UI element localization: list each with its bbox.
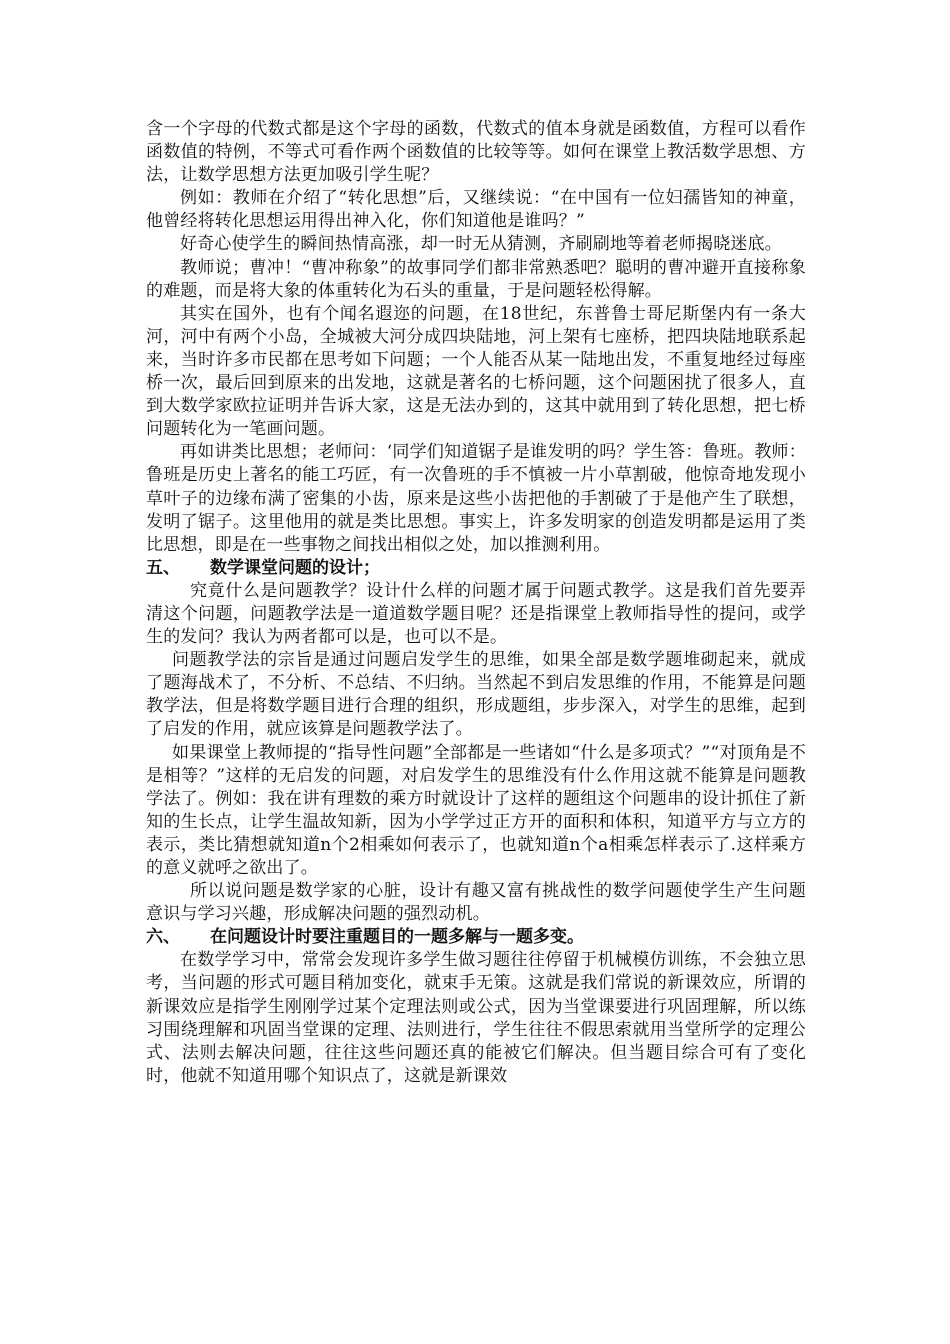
section-title: 数学课堂问题的设计； xyxy=(210,557,380,578)
section-title: 在问题设计时要注重题目的一题多解与一题多变。 xyxy=(210,927,584,948)
paragraph: 好奇心使学生的瞬间热情高涨，却一时无从猜测，齐刷刷地等着老师揭晓迷底。 xyxy=(180,234,782,255)
section-number: 五、 xyxy=(146,557,180,578)
document-body xyxy=(146,118,806,1088)
paragraph: 如果课堂上教师提的“指导性问题”全部都是一些诸如“什么是多项式？”“对顶角是不是相等？”这样的无启发的问题，对启发学生的思维没有什么作用这就不能算是问题教学法了。例如：我在讲有理数的乘方时就设计了这样的题组这个问题串的设计抓住了新知的生长点，让学生温故知新，因为小学学过正方开的面积和体积，知道平方与立方的表示，类比猜想就知道n个2相乘如何表示了，也就知道n个a相乘怎样表示了.这样乘方的意义就呼之欲出了。 xyxy=(146,742,806,878)
paragraph: 究竟什么是问题教学？设计什么样的问题才属于问题式教学。这是我们首先要弄清这个问题，问题教学法是一道道数学题目呢？还是指课堂上教师指导性的提问，或学生的发问？我认为两者都可以是，也可以不是。 xyxy=(146,580,806,648)
section-heading-5 xyxy=(146,557,806,580)
paragraph: 再如讲类比思想；老师问：‘同学们知道锯子是谁发明的吗？学生答：鲁班。教师：鲁班是历史上著名的能工巧匠，有一次鲁班的手不慎被一片小草割破，他惊奇地发现小草叶子的边缘布满了密集的小齿，原来是这些小齿把他的手割破了于是他产生了联想，发明了锯子。这里他用的就是类比思想。事实上，许多发明家的创造发明都是运用了类比思想，即是在一些事物之间找出相似之处，加以推测利用。 xyxy=(146,442,806,555)
section-heading-6 xyxy=(146,926,806,949)
paragraph: 例如：教师在介绍了“转化思想”后，又继续说：“在中国有一位妇孺皆知的神童，他曾经将转化思想运用得出神入化，你们知道他是谁吗？” xyxy=(146,188,806,232)
paragraph: 在数学学习中，常常会发现许多学生做习题往往停留于机械模仿训练，不会独立思考，当问题的形式可题目稍加变化，就束手无策。这就是我们常说的新课效应，所谓的新课效应是指学生刚刚学过某个定理法则或公式，因为当堂课要进行巩固理解，所以练习围绕理解和巩固当堂课的定理、法则进行，学生往往不假思索就用当堂所学的定理公式、法则去解决问题，往往这些问题还真的能被它们解决。但当题目综合可有了变化时，他就不知道用哪个知识点了，这就是新课效 xyxy=(146,950,806,1086)
paragraph: 其实在国外，也有个闻名遐迩的问题，在18世纪，东普鲁士哥尼斯堡内有一条大河，河中有两个小岛，全城被大河分成四块陆地，河上架有七座桥，把四块陆地联系起来，当时许多市民都在思考如下问题；一个人能否从某一陆地出发，不重复地经过每座桥一次，最后回到原来的出发地，这就是著名的七桥问题，这个问题困扰了很多人，直到大数学家欧拉证明并告诉大家，这是无法办到的，这其中就用到了转化思想，把七桥问题转化为一笔画问题。 xyxy=(146,303,806,440)
paragraph: 所以说问题是数学家的心脏，设计有趣又富有挑战性的数学问题使学生产生问题意识与学习兴趣，形成解决问题的强烈动机。 xyxy=(146,881,806,925)
section-number: 六、 xyxy=(146,927,180,948)
paragraph: 含一个字母的代数式都是这个字母的函数，代数式的值本身就是函数值，方程可以看作函数值的特例，不等式可看作两个函数值的比较等等。如何在课堂上教活数学思想、方法，让数学思想方法更加吸引学生呢？ xyxy=(146,119,806,186)
paragraph: 问题教学法的宗旨是通过问题启发学生的思维，如果全部是数学题堆砌起来，就成了题海战术了，不分析、不总结、不归纳。当然起不到启发思维的作用，不能算是问题教学法，但是将数学题目进行合理的组织，形成题组，步步深入，对学生的思维，起到了启发的作用，就应该算是问题教学法了。 xyxy=(146,650,806,740)
paragraph: 教师说；曹冲！“曹冲称象”的故事同学们都非常熟悉吧？聪明的曹冲避开直接称象的难题，而是将大象的体重转化为石头的重量，于是问题轻松得解。 xyxy=(146,257,806,301)
